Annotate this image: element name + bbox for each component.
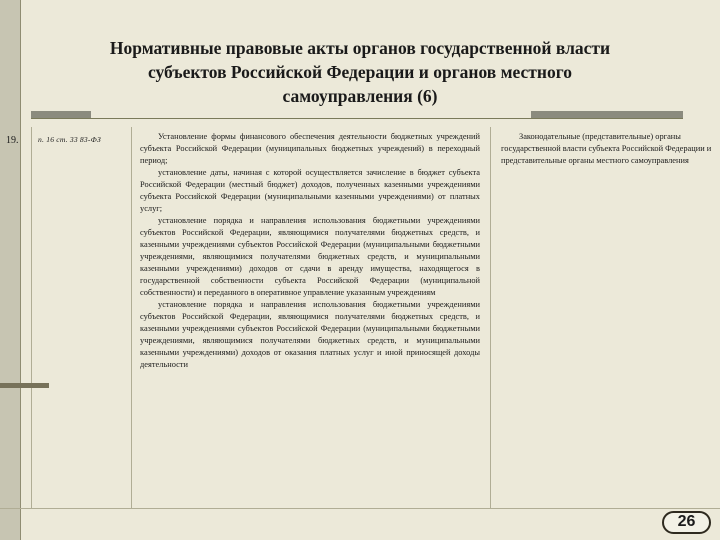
description-paragraph-2: установление даты, начиная с которой осуществляется зачисление в бюджет субъекта Российской Федерации (местный бюджет) доходов, полученных казенными учреждениями субъекта Российской Федерации (муниципальными казенными учреждениями) от платных услуг;	[140, 168, 480, 213]
title-line-2: субъектов Российской Федерации и органов местного	[148, 62, 572, 82]
title-line-3: самоуправления (6)	[282, 86, 438, 106]
authority	[491, 127, 720, 167]
title-divider	[31, 118, 683, 119]
authority-cell	[491, 127, 720, 509]
table-row	[0, 127, 720, 509]
acts-table	[0, 127, 720, 509]
row-number-cell	[0, 127, 32, 509]
title-accent-right	[531, 111, 683, 118]
title-accent-left	[31, 111, 91, 118]
page-number-badge: 26	[662, 511, 711, 534]
description-paragraph-4: установление порядка и направления использования бюджетными учреждениями субъектов Российской Федерации, являющимися получателями бюджетных средств, и казенными учреждениями субъектов Российской Федерации (муниципальными бюджетными учреждениями, являющимися получателями бюджетных средств, и муниципальными казенными учреждениями) доходов от оказания платных услуг и иной приносящей доходы деятельности	[140, 300, 480, 369]
title-line-1: Нормативные правовые акты органов государственной власти	[109, 38, 611, 58]
side-accent-bar	[0, 383, 49, 388]
description-paragraph-3: установление порядка и направления использования бюджетными учреждениями субъектов Российской Федерации, являющимися получателями бюджетных средств, и казенными учреждениями субъектов Российской Федерации (муниципальными бюджетными учреждениями, являющимися получателями бюджетных средств, и муниципальными казенными учреждениями) доходов от сдачи в аренду имущества, находящегося в государственной собственности субъекта Российской Федерации (муниципальной собственности) и переданного в оперативное управление указанным учреждениям	[140, 216, 480, 297]
slide-title	[50, 36, 670, 108]
row-number: 19.	[6, 135, 19, 146]
description-cell	[132, 127, 491, 509]
legal-reference: п. 16 ст. 33 83-ФЗ	[38, 135, 101, 144]
description-paragraph-1: Установление формы финансового обеспечения деятельности бюджетных учреждений субъекта Российской Федерации (муниципальных бюджетных учреждений) в переходный период;	[140, 132, 480, 165]
description	[132, 127, 490, 371]
legal-reference-cell	[32, 127, 132, 509]
authority-text: Законодательные (представительные) органы государственной власти субъекта Российской Федерации и представительные органы местного самоуправления	[501, 132, 712, 165]
